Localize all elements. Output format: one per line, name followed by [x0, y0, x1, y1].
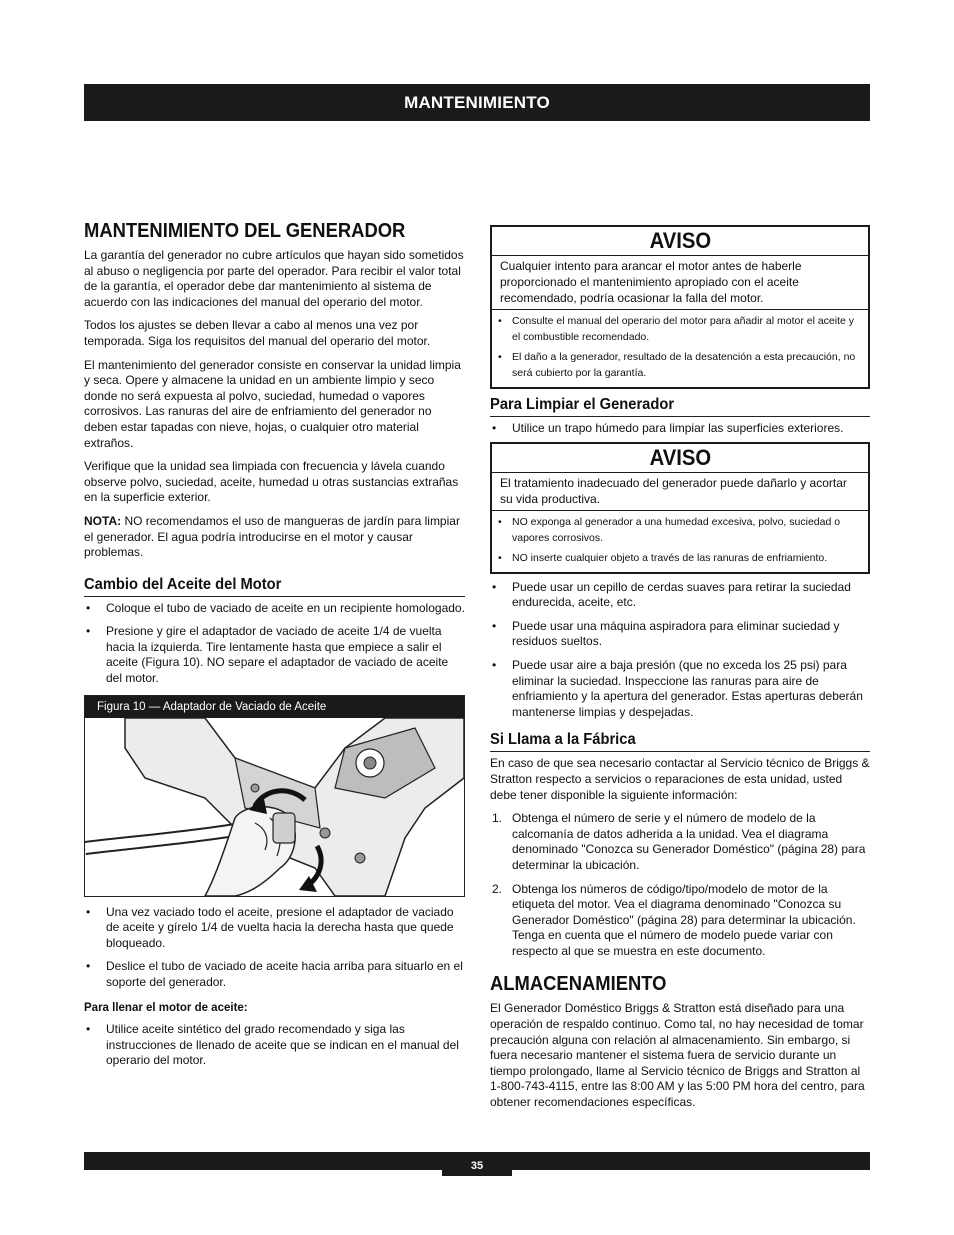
paragraph: Verifique que la unidad sea limpiada con frecuencia y lávela cuando observe polvo, suciedad, aceite, humedad u otras sustancias extrañas en la superficie exterior.: [84, 459, 459, 505]
cleaning-heading: Para Limpiar el Generador: [490, 395, 870, 417]
factory-intro: En caso de que sea necesario contactar al Servicio técnico de Briggs & Stratton respecto a servicios o reparaciones de esta unidad, usted debe tener disponible la siguiente información:: [490, 756, 870, 802]
list-item: • Puede usar aire a baja presión (que no exceda los 25 psi) para eliminar la suciedad. Inspeccione las ranuras para aire de enfriamiento y la apertura del generador. Estas aperturas deberán mantenerse limpias y despejadas.: [490, 658, 870, 720]
notice-title: AVISO: [492, 227, 868, 256]
notice-list: [492, 511, 868, 572]
paragraph: Todos los ajustes se deben llevar a cabo al menos una vez por temporada. Siga los requisitos del manual del operario del motor.: [84, 318, 431, 348]
right-column: [490, 225, 870, 1119]
oil-change-list-after: [84, 905, 465, 991]
notice-body: El tratamiento inadecuado del generador puede dañarlo y acortar su vida productiva.: [492, 473, 868, 511]
list-item: • Una vez vaciado todo el aceite, presione el adaptador de vaciado de aceite y gírelo 1/4 de vuelta hacia la derecha hasta que quede bloqueado.: [84, 905, 465, 952]
storage-title: ALMACENAMIENTO: [490, 973, 667, 996]
page-number: 35: [442, 1154, 512, 1176]
left-column: [84, 218, 465, 1077]
list-item: • NO inserte cualquier objeto a través de las ranuras de enfriamiento.: [492, 550, 868, 566]
oil-change-list: [84, 601, 465, 687]
list-item: • Utilice aceite sintético del grado recomendado y siga las instrucciones de llenado de aceite que se indican en el manual del operario del motor.: [84, 1022, 465, 1069]
list-item: • El daño a la generador, resultado de la desatención a esta precaución, no será cubierto por la garantía.: [492, 349, 868, 381]
list-item: • Consulte el manual del operario del motor para añadir al motor el aceite y el combustible recomendado.: [492, 313, 868, 345]
notice-body: Cualquier intento para arancar el motor antes de haberle proporcionado el mantenimiento apropiado con el aceite recomendado, podría ocasionar la falla del motor.: [492, 256, 868, 310]
figure-caption: Figura 10 — Adaptador de Vaciado de Aceite: [85, 696, 464, 718]
notice-list: [492, 310, 868, 387]
list-item: • NO exponga al generador a una humedad excesiva, polvo, suciedad o vapores corrosivos.: [492, 514, 868, 546]
note-text: NO recomendamos el uso de mangueras de jardín para limpiar el generador. El agua podría introducirse en el motor y causar problemas.: [84, 513, 460, 560]
storage-text: El Generador Doméstico Briggs & Stratton está diseñado para una operación de respaldo continuo. Como tal, no hay necesidad de tomar precaución alguna con relación al almacenamiento. Sin embargo, si fuera necesario mantener el sistema fuera de servicio durante un tiempo prolongado, llame al Servicio técnico de Briggs and Stratton al 1-800-743-4115, entre las 8:00 AM y las 5:00 PM hora del centro, para obtener recomendaciones específicas.: [490, 1001, 865, 1110]
factory-call-heading: Si Llama a la Fábrica: [490, 730, 870, 752]
notice-box-generator: [490, 442, 870, 574]
section-header: MANTENIMIENTO: [84, 84, 870, 121]
list-item: • Puede usar un cepillo de cerdas suaves para retirar la suciedad endurecida, aceite, etc.: [490, 580, 870, 611]
fill-oil-label: Para llenar el motor de aceite:: [84, 1001, 248, 1014]
list-item: • Coloque el tubo de vaciado de aceite en un recipiente homologado.: [84, 601, 465, 617]
list-item: • Utilice un trapo húmedo para limpiar las superficies exteriores.: [490, 421, 870, 437]
list-item: 2. Obtenga los números de código/tipo/modelo de motor de la etiqueta del motor. Vea el diagrama denominado "Conozca su Generador Doméstico" (página 28) para determinar la ubicación. Tenga en cuenta que el número de modelo puede variar con respecto al que se muestra en este documento.: [492, 881, 856, 958]
factory-steps: [490, 811, 870, 959]
paragraph: El mantenimiento del generador consiste en conservar la unidad limpia y seca. Opere y almacene la unidad en un ambiente limpio y seco donde no será expuesta al polvo, suciedad, humedad o vapores corrosivos. Las ranuras del aire de enfriamiento del generador no deben estar tapadas con nieve, hojas, o cualquier otro material extraños.: [84, 357, 461, 450]
fill-oil-list: [84, 1022, 465, 1069]
list-item: • Presione y gire el adaptador de vaciado de aceite 1/4 de vuelta hacia la izquierda. Tire lentamente hasta que empiece a salir el aceite (Figura 10). NO separe el adaptador de vaciado de aceite del motor.: [84, 624, 465, 686]
cleaning-list: [490, 421, 870, 437]
cleaning-list-after: [490, 580, 870, 721]
note-paragraph: [84, 514, 465, 561]
notice-title: AVISO: [492, 444, 868, 473]
list-item: • Puede usar una máquina aspiradora para eliminar suciedad y residuos sueltos.: [490, 619, 870, 650]
oil-change-heading: Cambio del Aceite del Motor: [84, 575, 465, 597]
generator-maintenance-title: MANTENIMIENTO DEL GENERADOR: [84, 220, 406, 242]
list-item: 1. Obtenga el número de serie y el número de modelo de la calcomanía de datos adherida a la unidad. Vea el diagrama denominado "Conozca su Generador Doméstico" (página 28) para determinar la ubicación.: [492, 811, 866, 872]
list-item: • Deslice el tubo de vaciado de aceite hacia arriba para situarlo en el soporte del generador.: [84, 959, 465, 990]
notice-box-engine: [490, 225, 870, 389]
figure-oil-drain-adapter: [84, 695, 465, 897]
paragraph: La garantía del generador no cubre artículos que hayan sido sometidos al abuso o negligencia por parte del operador. Para recibir el valor total de la garantía, el operador debe dar mantenimiento al sistema de acuerdo con las indicaciones del manual del operario del motor.: [84, 248, 464, 309]
oil-drain-illustration: [85, 718, 464, 896]
note-label: NOTA:: [84, 513, 122, 528]
